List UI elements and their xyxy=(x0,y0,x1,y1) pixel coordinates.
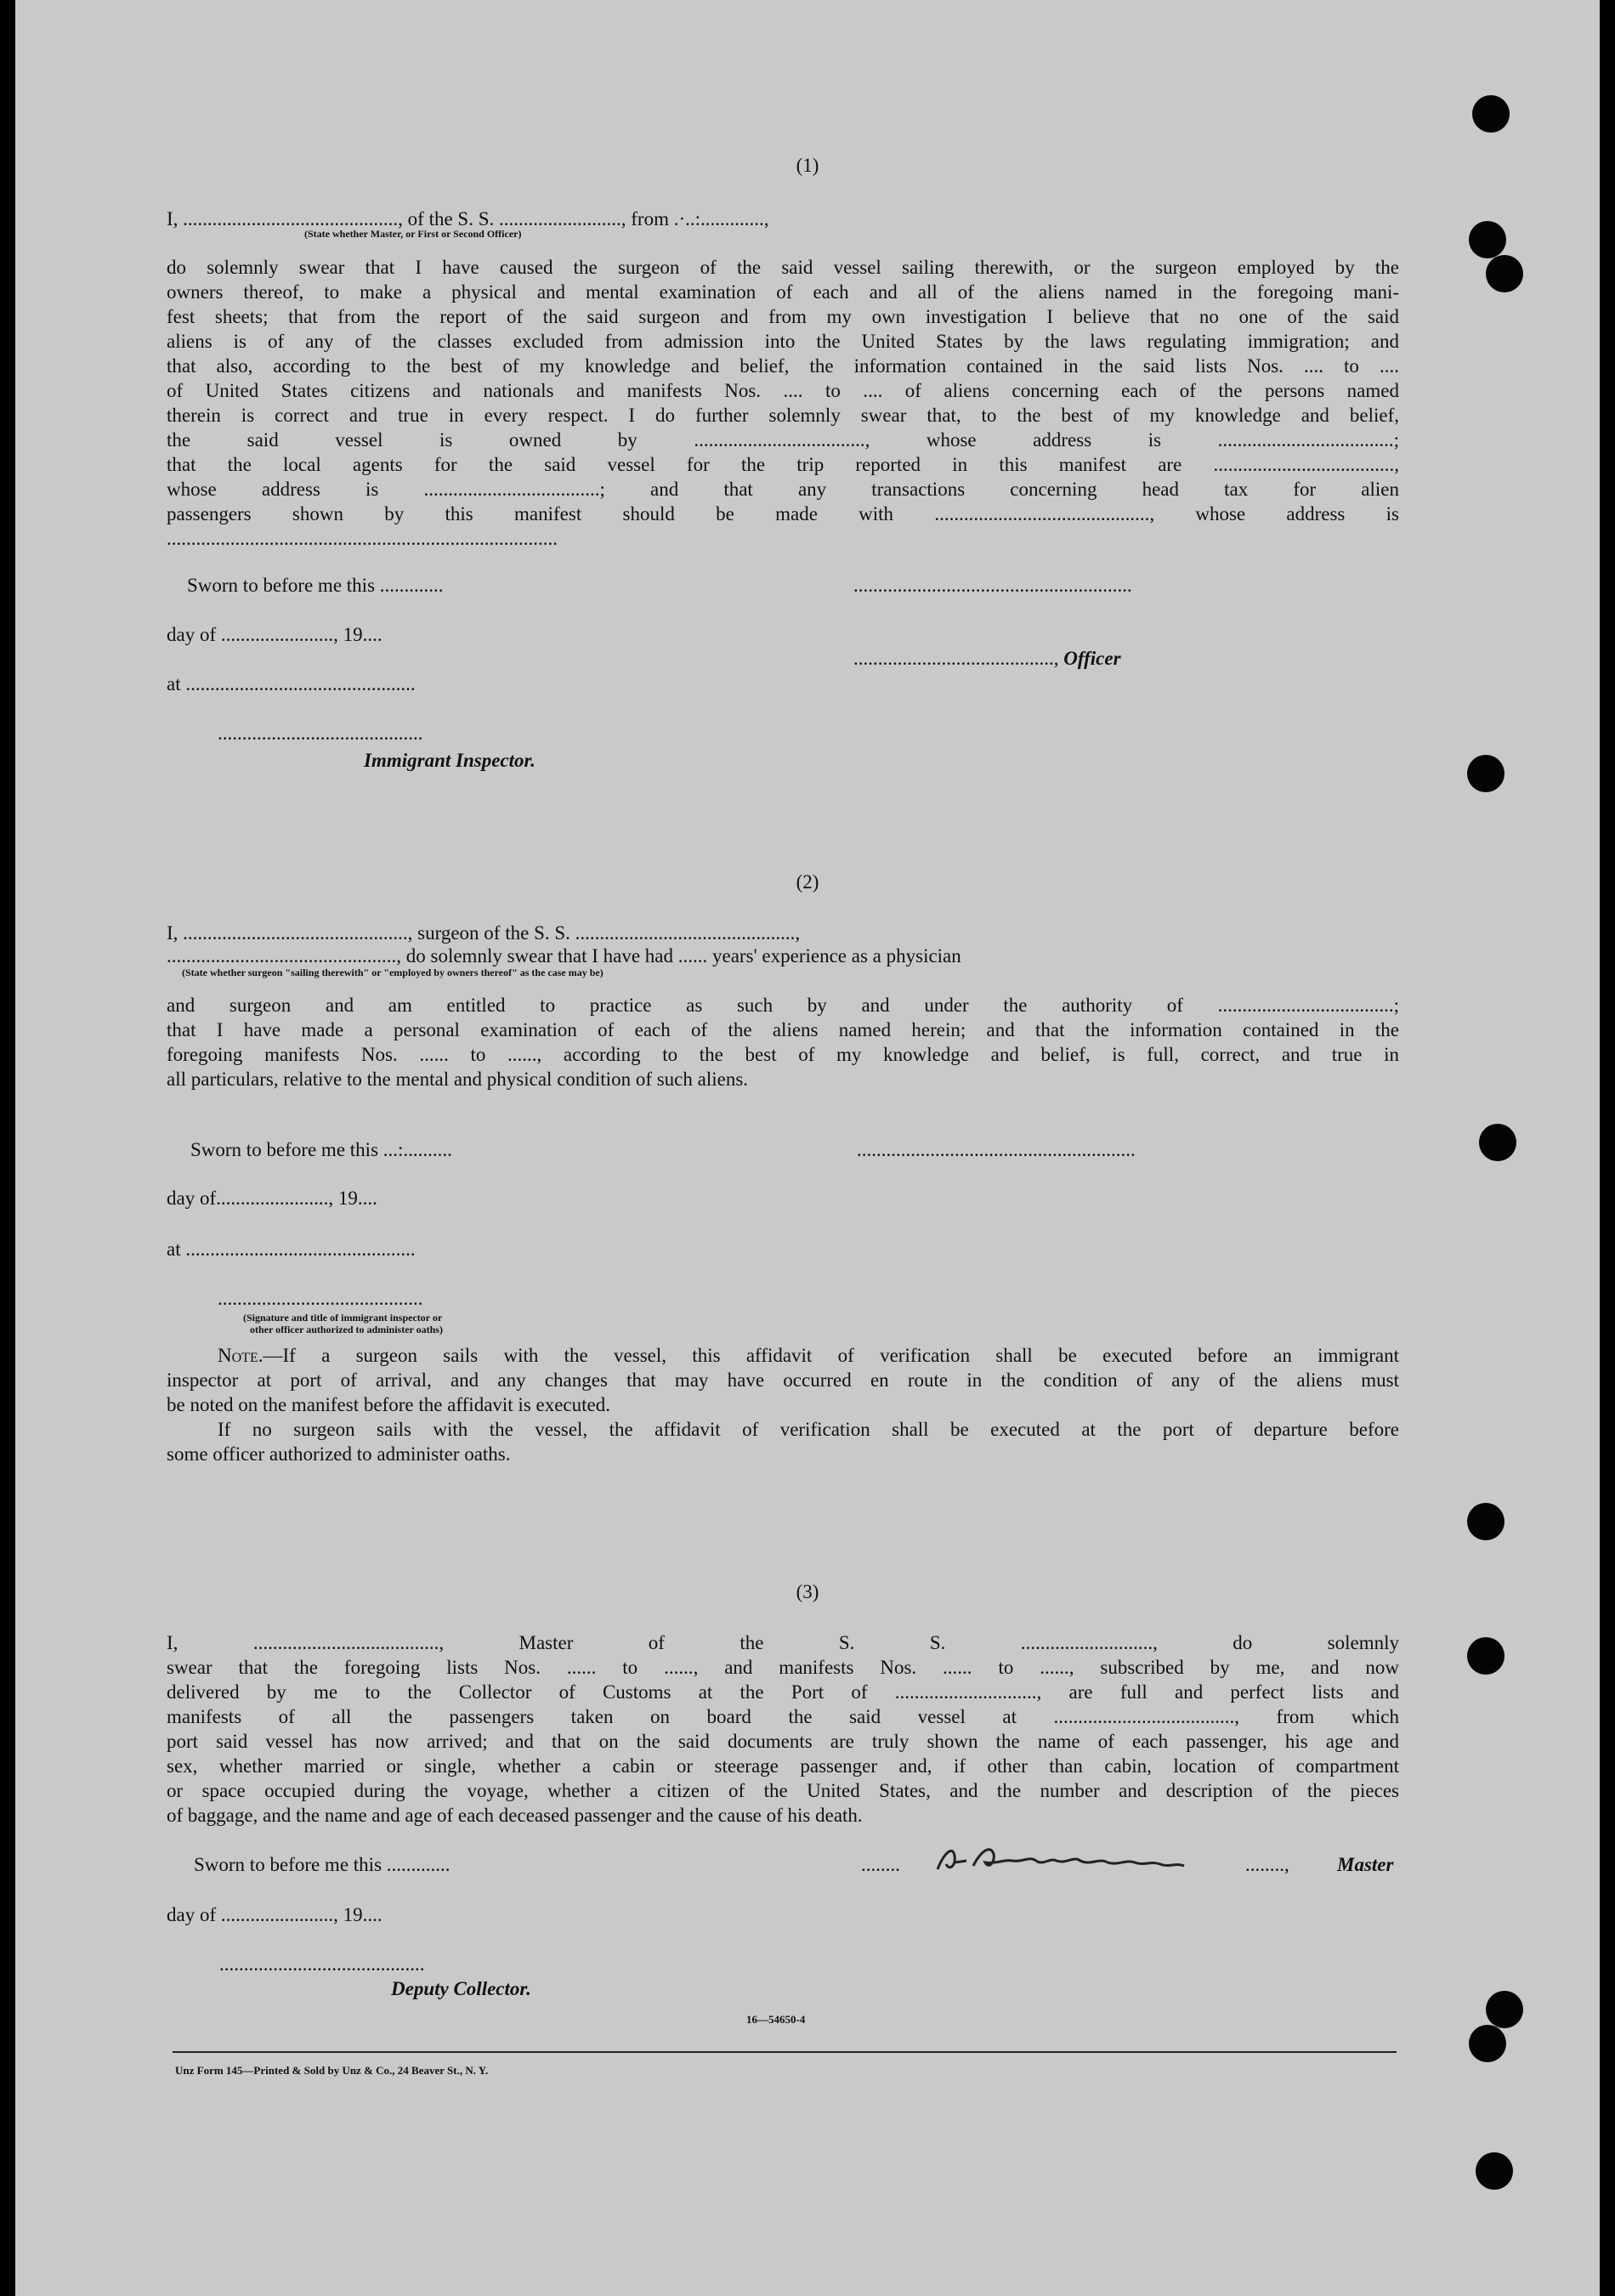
section-1-inspector-label: Immigrant Inspector. xyxy=(364,750,536,771)
section-1-officer-label: Officer xyxy=(1063,648,1121,669)
paragraph-line: of United States citizens and nationals and manifests Nos. .... to .... of aliens concerning each of the persons named xyxy=(167,380,1399,401)
punch-hole xyxy=(1476,2152,1513,2190)
punch-hole xyxy=(1467,755,1504,792)
section-1-number: (1) xyxy=(796,155,819,176)
section-1-officer-line: ........................................., Officer xyxy=(853,648,1121,669)
section-2-inspector-note-2: other officer authorized to administer oaths) xyxy=(250,1324,443,1335)
paragraph-line: of baggage, and the name and age of each deceased passenger and the cause of his death. xyxy=(167,1805,863,1826)
section-1-sworn-line: Sworn to before me this ............. xyxy=(187,575,444,596)
paragraph-line: delivered by me to the Collector of Customs at the Port of ............................., are full and perfect lists and xyxy=(167,1681,1399,1703)
punch-hole xyxy=(1472,95,1510,133)
note-line: some officer authorized to administer oaths. xyxy=(167,1443,511,1465)
paragraph-line: owners thereof, to make a physical and mental examination of each and all of the aliens named in the foregoing mani- xyxy=(167,281,1399,303)
section-2-inspector-line: .......................................... xyxy=(218,1288,423,1309)
punch-hole xyxy=(1479,1124,1516,1161)
paragraph-line: the said vessel is owned by ..................................., whose address is ....................................; xyxy=(167,429,1399,451)
punch-hole xyxy=(1486,255,1523,292)
paragraph-line: therein is correct and true in every respect. I do further solemnly swear that, to the best of my knowledge and belief, xyxy=(167,405,1399,426)
punch-hole xyxy=(1469,221,1506,258)
paragraph-line: and surgeon and am entitled to practice as such by and under the authority of ....................................; xyxy=(167,995,1399,1016)
paragraph-line: whose address is ....................................; and that any transactions concerning head tax for alien xyxy=(167,479,1399,500)
punch-hole xyxy=(1469,2025,1506,2062)
paragraph-line: sex, whether married or single, whether a cabin or steerage passenger and, if other than cabin, location of compartment xyxy=(167,1755,1399,1777)
section-3-sworn-line: Sworn to before me this ............. xyxy=(194,1854,450,1875)
section-1-inspector-line: .......................................... xyxy=(218,723,423,744)
note-line: If no surgeon sails with the vessel, the affidavit of verification shall be executed at the port of departure before xyxy=(218,1419,1399,1440)
footer-imprint: Unz Form 145—Printed & Sold by Unz & Co., 24 Beaver St., N. Y. xyxy=(175,2064,489,2077)
note-text: —If a surgeon sails with the vessel, this affidavit of verification shall be executed before an immigrant xyxy=(263,1345,1399,1366)
note-line: inspector at port of arrival, and any changes that may have occurred en route in the condition of any of the aliens must xyxy=(167,1369,1399,1391)
paragraph-line: passengers shown by this manifest should be made with ............................................, whose address is xyxy=(167,503,1399,524)
form-page xyxy=(15,0,1600,2296)
footer-rule xyxy=(173,2051,1397,2053)
paragraph-line: manifests of all the passengers taken on board the said vessel at ....................................., from which xyxy=(167,1706,1399,1727)
section-3-collector-line: .......................................... xyxy=(219,1953,425,1975)
paragraph-line: that the local agents for the said vessel for the trip reported in this manifest are ....................................., xyxy=(167,454,1399,475)
section-2-number: (2) xyxy=(796,871,819,893)
note-line xyxy=(167,1343,1399,1368)
section-1-officer-signature-line: ......................................................... xyxy=(853,575,1132,596)
section-2-surgeon-note: (State whether surgeon "sailing therewith" or "employed by owners thereof" as the case may be) xyxy=(182,967,604,978)
form-code: 16—54650-4 xyxy=(746,2013,806,2026)
paragraph-line: or space occupied during the voyage, whether a citizen of the United States, and the number and description of the pieces xyxy=(167,1780,1399,1801)
note-line: be noted on the manifest before the affidavit is executed. xyxy=(167,1394,610,1415)
paragraph-line: that I have made a personal examination of each of the aliens named herein; and that the information contained in the xyxy=(167,1019,1399,1040)
section-1-officer-note: (State whether Master, or First or Second Officer) xyxy=(304,228,522,240)
section-1-oath-line: I, ............................................, of the S. S. ........................., from .·..:............., xyxy=(167,208,769,230)
punch-hole xyxy=(1467,1503,1504,1540)
note-label: Note. xyxy=(218,1345,264,1366)
paragraph-line: port said vessel has now arrived; and that on the said documents are truly shown the name of each passenger, his age and xyxy=(167,1731,1399,1752)
section-3-master-line: ........ ........, Master xyxy=(861,1854,1397,1876)
paragraph-line: swear that the foregoing lists Nos. ...... to ......, and manifests Nos. ...... to ......, subscribed by me, and now xyxy=(167,1657,1399,1678)
section-3-day-line: day of ......................., 19.... xyxy=(167,1904,382,1925)
section-3-master-label: Master xyxy=(1337,1854,1394,1875)
section-2-day-line: day of......................., 19.... xyxy=(167,1188,377,1209)
section-1-at-line: at ............................................... xyxy=(167,673,416,694)
section-1-day-line: day of ......................., 19.... xyxy=(167,624,382,645)
section-2-at-line: at ............................................... xyxy=(167,1239,416,1260)
section-2-line-2: ..............................................., do solemnly swear that I have had ...... years' experience as a physician xyxy=(167,945,961,967)
punch-hole xyxy=(1486,1991,1523,2028)
section-2-inspector-note-1: (Signature and title of immigrant inspector or xyxy=(243,1312,443,1324)
paragraph-line: I, ......................................, Master of the S. S. ..........................., do solemnly xyxy=(167,1632,1399,1653)
section-3-number: (3) xyxy=(796,1581,819,1602)
section-2-line-1: I, .............................................., surgeon of the S. S. ............................................., xyxy=(167,922,801,944)
paragraph-line: ................................................................................ xyxy=(167,528,558,549)
punch-hole xyxy=(1467,1637,1504,1675)
paragraph-line: do solemnly swear that I have caused the surgeon of the said vessel sailing therewith, or the surgeon employed by the xyxy=(167,257,1399,278)
paragraph-line: foregoing manifests Nos. ...... to ......, according to the best of my knowledge and belief, is full, correct, and true in xyxy=(167,1044,1399,1065)
section-2-sworn-line: Sworn to before me this ...:.......... xyxy=(190,1139,452,1160)
paragraph-line: all particulars, relative to the mental and physical condition of such aliens. xyxy=(167,1069,749,1090)
section-2-signature-line: ......................................................... xyxy=(857,1139,1136,1160)
master-signature xyxy=(929,1837,1252,1879)
paragraph-line: aliens is of any of the classes excluded from admission into the United States by the laws regulating immigration; and xyxy=(167,331,1399,352)
paragraph-line: fest sheets; that from the report of the said surgeon and from my own investigation I believe that no one of the said xyxy=(167,306,1399,327)
paragraph-line: that also, according to the best of my knowledge and belief, the information contained in the said lists Nos. .... to .... xyxy=(167,355,1399,377)
section-3-collector-label: Deputy Collector. xyxy=(391,1978,531,1999)
